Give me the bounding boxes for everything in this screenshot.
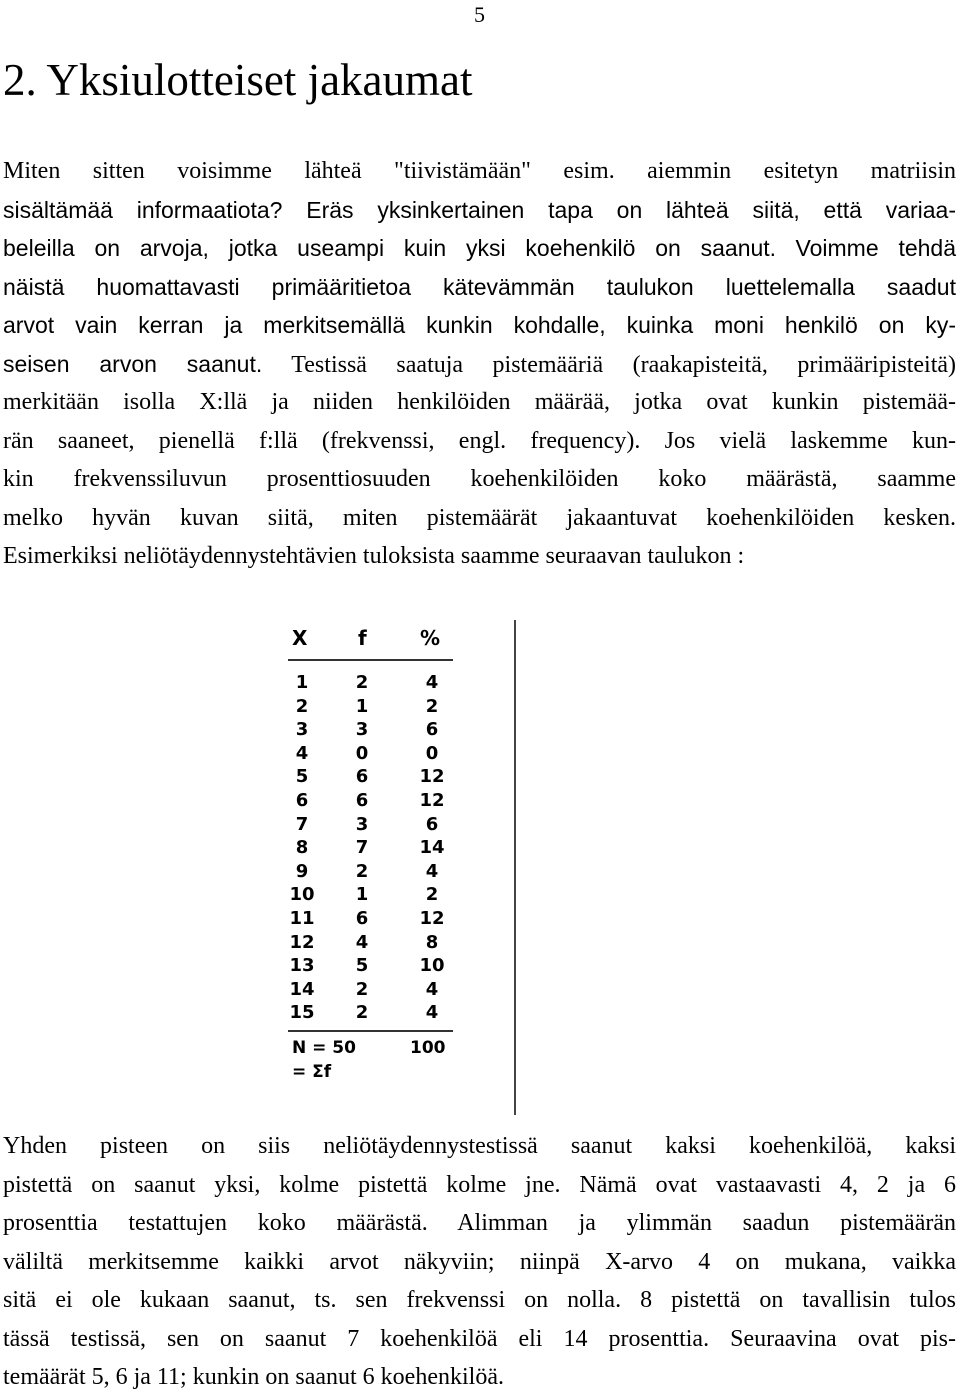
table-cell: 10 xyxy=(289,884,315,906)
line-segment: beleilla on arvoja, jotka useampi kuin yksi koehenkilö on saanut. xyxy=(3,235,777,261)
line-segment: Seuraavina ovat pis- xyxy=(730,1325,957,1352)
line-segment: Testissä saatuja pistemääriä (raakapisteitä, primääripisteitä) xyxy=(291,351,957,378)
table-cell: 0 xyxy=(425,742,439,764)
paragraph-line xyxy=(3,229,956,268)
line-segment: Voimme tehdä xyxy=(795,235,957,261)
table-cell: 14 xyxy=(419,837,445,859)
table-cell: 11 xyxy=(289,908,315,929)
table-cell: 3 xyxy=(355,719,369,741)
table-cell: 2 xyxy=(355,1002,369,1024)
table-cell: 1 xyxy=(355,695,369,717)
table-cell: 14 xyxy=(289,978,315,1000)
table-cell: 5 xyxy=(355,955,369,977)
explanation-paragraph xyxy=(3,1127,956,1397)
table-cell: 6 xyxy=(295,790,309,811)
table-cell: 4 xyxy=(355,931,369,953)
frequency-table xyxy=(278,620,518,1120)
line-segment: seisen arvon saanut. xyxy=(3,350,263,377)
paragraph-line: temäärät 5, 6 ja 11; kunkin on saanut 6 koehenkilöä. xyxy=(3,1364,504,1390)
table-cell: 5 xyxy=(295,766,309,788)
paragraph-line xyxy=(3,1204,956,1243)
paragraph-line xyxy=(3,1320,956,1359)
footer-total: 100 xyxy=(410,1038,446,1058)
line-segment: Alimman ja ylimmän saadun pistemäärän xyxy=(457,1210,957,1236)
intro-paragraph xyxy=(3,152,956,576)
paragraph-line: Esimerkiksi neliötäydennystehtävien tuloksista saamme seuraavan taulukon : xyxy=(3,543,745,569)
table-cell: 4 xyxy=(425,672,439,693)
table-cell: 12 xyxy=(419,908,445,929)
paragraph-line xyxy=(3,1281,956,1320)
table-cell: 7 xyxy=(355,837,369,859)
line-segment: prosenttia testattujen koko määrästä. xyxy=(3,1210,428,1236)
footer-divider xyxy=(288,1030,453,1032)
table-cell: 8 xyxy=(295,837,309,859)
table-right-border xyxy=(514,620,516,1115)
table-cell: 4 xyxy=(425,978,439,1000)
line-segment: pistettä on saanut yksi, kolme pistettä kolme jne. xyxy=(3,1171,561,1198)
table-cell: 6 xyxy=(355,790,369,811)
table-cell: 13 xyxy=(289,955,315,977)
table-cell: 7 xyxy=(295,813,309,835)
table-cell: 3 xyxy=(355,813,369,835)
table-cell: 2 xyxy=(355,978,369,1000)
page-number: 5 xyxy=(474,2,485,27)
table-cell: 4 xyxy=(295,742,309,764)
table-cell: 2 xyxy=(295,695,309,717)
paragraph-line: arvot vain kerran ja merkitsemällä kunkin kohdalle, kuinka moni henkilö on ky- xyxy=(3,312,956,338)
table-cell: 6 xyxy=(425,719,439,741)
line-segment: Nämä ovat vastaavasti 4, 2 ja 6 xyxy=(579,1171,957,1198)
table-cell: 2 xyxy=(355,860,369,882)
paragraph-line: sisältämää informaatiota? Eräs yksinkertainen tapa on lähteä siitä, että variaa- xyxy=(3,196,956,223)
chapter-title: 2. Yksiulotteiset jakaumat xyxy=(3,55,473,105)
header-divider xyxy=(288,659,453,661)
line-segment: rän saaneet, pienellä f:llä (frekvenssi, engl. frequency). xyxy=(3,427,641,454)
table-cell: 12 xyxy=(419,790,445,811)
line-segment: Jos vielä laskemme kun- xyxy=(664,427,956,454)
table-cell: 4 xyxy=(425,1002,439,1024)
table-cell: 0 xyxy=(355,742,369,764)
table-cell: 1 xyxy=(355,884,369,906)
paragraph-line: väliltä merkitsemme kaikki arvot näkyviin; niinpä X-arvo 4 on mukana, vaikka xyxy=(3,1248,956,1275)
line-segment: tässä testissä, sen on saanut 7 koehenkilöä eli 14 prosenttia. xyxy=(3,1325,710,1352)
table-cell: 10 xyxy=(419,955,445,977)
paragraph-line: kin frekvenssiluvun prosenttiosuuden koehenkilöiden koko määrästä, saamme xyxy=(3,466,956,492)
table-cell: 2 xyxy=(425,884,439,906)
line-segment: 8 pistettä on tavallisin tulos xyxy=(640,1287,957,1313)
table-cell: 12 xyxy=(419,766,445,788)
table-cell: 2 xyxy=(425,695,439,717)
header-percent: % xyxy=(420,626,441,650)
paragraph-line xyxy=(3,345,956,384)
table-cell: 1 xyxy=(295,672,309,693)
table-cell: 6 xyxy=(355,766,369,788)
paragraph-line: Yhden pisteen on siis neliötäydennystestissä saanut kaksi koehenkilöä, kaksi xyxy=(3,1133,956,1159)
table-cell: 3 xyxy=(295,719,309,741)
paragraph-line: näistä huomattavasti primääritietoa kätevämmän taulukon luettelemalla saadut xyxy=(3,273,956,300)
table-cell: 6 xyxy=(355,908,369,929)
table-cell: 12 xyxy=(289,931,315,953)
line-segment: sitä ei ole kukaan saanut, ts. sen frekvenssi on nolla. xyxy=(3,1287,622,1313)
table-cell: 4 xyxy=(425,860,439,882)
paragraph-line: merkitään isolla X:llä ja niiden henkilöiden määrää, jotka ovat kunkin pistemää- xyxy=(3,389,956,415)
header-f: f xyxy=(358,626,367,650)
table-cell: 2 xyxy=(355,672,369,693)
table-cell: 8 xyxy=(425,931,439,953)
paragraph-line: melko hyvän kuvan siitä, miten pistemäärät jakaantuvat koehenkilöiden kesken. xyxy=(3,504,956,531)
paragraph-line xyxy=(3,1166,956,1205)
header-x: X xyxy=(292,626,308,650)
paragraph-line: Miten sitten voisimme lähteä "tiivistämään" esim. aiemmin esitetyn matriisin xyxy=(3,158,956,184)
footer-sum: = Σf xyxy=(292,1062,332,1082)
table-cell: 6 xyxy=(425,813,439,835)
table-cell: 9 xyxy=(295,860,309,882)
table-cell: 15 xyxy=(289,1002,315,1024)
paragraph-line xyxy=(3,422,956,461)
footer-n: N = 50 xyxy=(292,1038,356,1058)
